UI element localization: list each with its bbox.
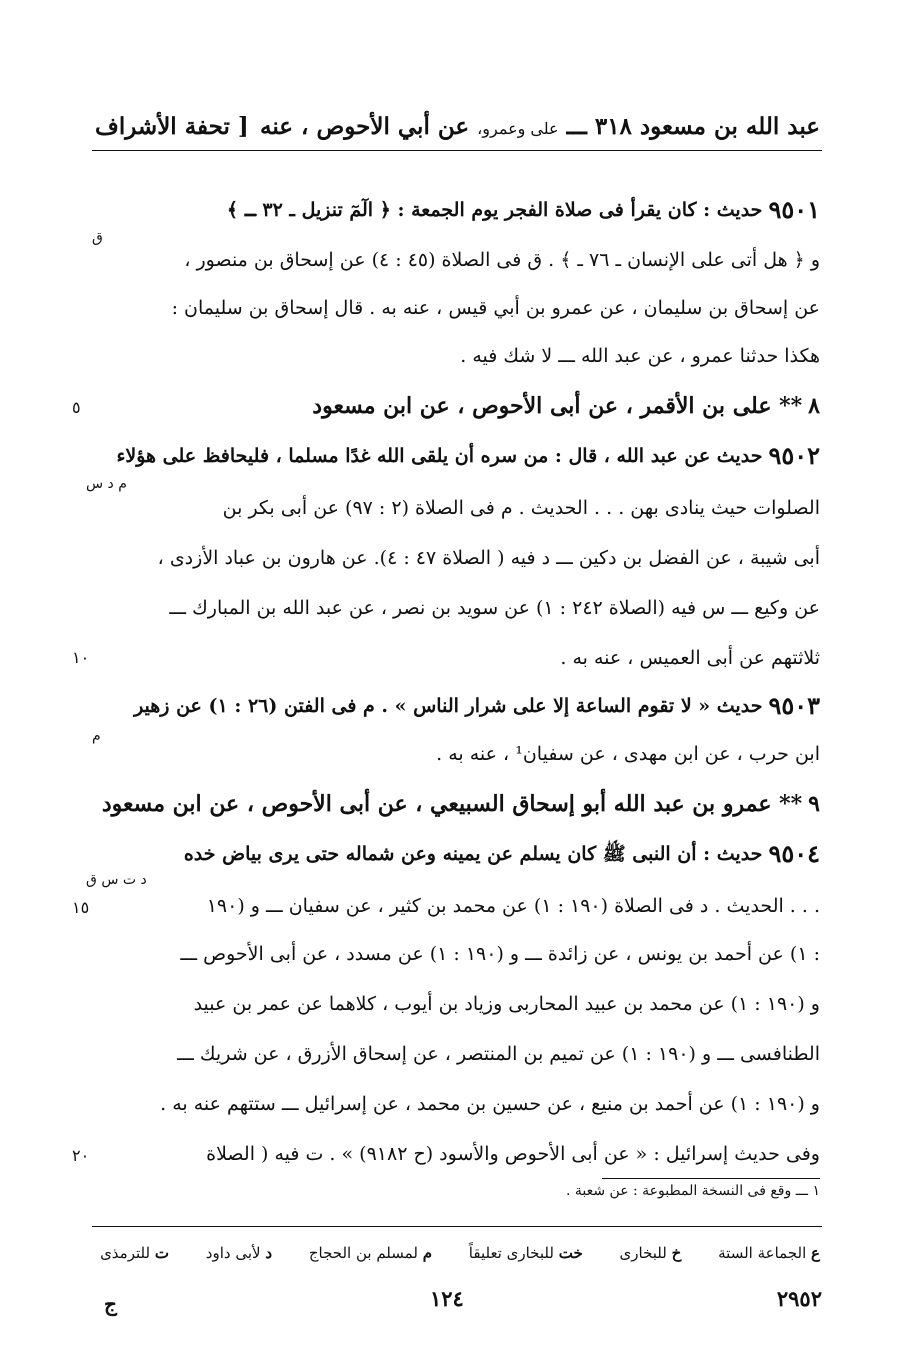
hadith-9503-line-1: ٩٥٠٣ حديث « لا تقوم الساعة إلا على شرار الناس » . م فى الفتن (٢٦ : ١) عن زهير (134, 691, 820, 720)
hadith-9501-siglum: ق (92, 230, 103, 246)
hadith-9502-line-3: أبى شيبة ، عن الفضل بن دكين ـــ د فيه ( الصلاة ٤٧ : ٤). عن هارون بن عباد الأزدى ، (157, 547, 820, 569)
footer-signature: ج (104, 1292, 117, 1316)
abbr-item: ت للترمذى (100, 1244, 169, 1262)
hadith-9502-line-4: عن وكيع ـــ س فيه (الصلاة ٢٤٢ : ١) عن سويد بن نصر ، عن عبد الله بن المبارك ـــ (169, 597, 820, 619)
section-8-heading: ٨ ** على بن الأقمر ، عن أبى الأحوص ، عن ابن مسعود (312, 393, 820, 419)
hadith-9501-line-3: عن إسحاق بن سليمان ، عن عمرو بن أبي قيس ، عنه به . قال إسحاق بن سليمان : (171, 297, 820, 319)
hadith-9504-line-3: : ١) عن أحمد بن يونس ، عن زائدة ـــ و (١٩٠ : ١) عن مسدد ، عن أبى الأحوص ـــ (180, 943, 820, 965)
hadith-9501-line-2: و ﴿ هل أتى على الإنسان ـ ٧٦ ـ ﴾ . ق فى الصلاة (٤٥ : ٤) عن إسحاق بن منصور ، (184, 249, 820, 271)
hadith-9502-line-2: الصلوات حيث ينادى بهن . . . الحديث . م فى الصلاة (٢ : ٩٧) عن أبى بكر بن (222, 497, 820, 519)
margin-line-number-20: ٢٠ (72, 1146, 90, 1165)
hadith-9503-line-2: ابن حرب ، عن ابن مهدى ، عن سفيان¹ ، عنه به . (436, 743, 820, 765)
hadith-9504-line-6: و (١٩٠ : ١) عن أحمد بن منيع ، عن حسين بن محمد ، عن إسرائيل ـــ ستتهم عنه به . (160, 1093, 820, 1115)
abbr-item: خ للبخارى (619, 1244, 682, 1262)
running-header (95, 106, 820, 146)
section-9-heading: ٩ ** عمرو بن عبد الله أبو إسحاق السبيعي ، عن أبى الأحوص ، عن ابن مسعود (101, 791, 820, 817)
hadith-9503-siglum: م (92, 728, 101, 744)
hadith-9502-line-1: ٩٥٠٢ حديث عن عبد الله ، قال : من سره أن يلقى الله غدًا مسلما ، فليحافظ على هؤلاء (116, 441, 820, 470)
abbreviations-key (100, 1233, 820, 1273)
hadith-9501-line-4: هكذا حدثنا عمرو ، عن عبد الله ـــ لا شك فيه . (460, 345, 820, 367)
header-rule (92, 150, 822, 151)
abbreviations-rule (92, 1226, 822, 1227)
abbr-item: د لأبى داود (205, 1244, 273, 1262)
margin-line-number-5: ٥ (72, 398, 81, 417)
header-book-title: [ تحفة الأشراف (95, 112, 249, 140)
margin-line-number-15: ١٥ (72, 898, 90, 917)
footnote-rule (602, 1178, 820, 1179)
hadith-9502-siglum: م د س (86, 476, 127, 492)
hadith-9504-line-7: وفى حديث إسرائيل : « عن أبى الأحوص والأسود (ح ٩١٨٢) » . ت فيه ( الصلاة (206, 1143, 820, 1165)
footer-hadith-number: ٢٩٥٢ (776, 1286, 822, 1311)
margin-line-number-10: ١٠ (72, 648, 90, 667)
header-title: عبد الله بن مسعود ٣١٨ ـــ على وعمرو، عن أبي الأحوص ، عنه (260, 112, 820, 140)
footer-page-number: ١٢٤ (430, 1286, 464, 1311)
hadith-9504-line-1: ٩٥٠٤ حديث : أن النبى ﷺ كان يسلم عن يمينه وعن شماله حتى يرى بياض خده (183, 839, 820, 868)
hadith-9504-line-5: الطنافسى ـــ و (١٩٠ : ١) عن تميم بن المنتصر ، عن إسحاق الأزرق ، عن شريك ـــ (177, 1043, 820, 1065)
footnote: ١ ـــ وقع فى النسخة المطبوعة : عن شعبة . (565, 1183, 820, 1199)
hadith-9504-line-4: و (١٩٠ : ١) عن محمد بن عبيد المحاربى وزياد بن أيوب ، كلاهما عن عمر بن عبيد (193, 993, 820, 1015)
abbr-item: ع الجماعة الستة (718, 1244, 820, 1262)
abbr-item: م لمسلم بن الحجاج (308, 1244, 432, 1262)
abbr-item: خت للبخارى تعليقاً (468, 1244, 583, 1262)
hadith-9504-siglum: د ت س ق (86, 872, 147, 888)
hadith-9504-line-2: . . . الحديث . د فى الصلاة (١٩٠ : ١) عن محمد بن كثير ، عن سفيان ـــ و (١٩٠ (206, 895, 820, 917)
hadith-9501-line-1: ٩٥٠١ حديث : كان يقرأ فى صلاة الفجر يوم الجمعة : ﴿ الٓمٓ تنزيل ـ ٣٢ ـ ﴾ (226, 195, 820, 224)
hadith-9502-line-5: ثلاثتهم عن أبى العميس ، عنه به . (560, 647, 820, 669)
